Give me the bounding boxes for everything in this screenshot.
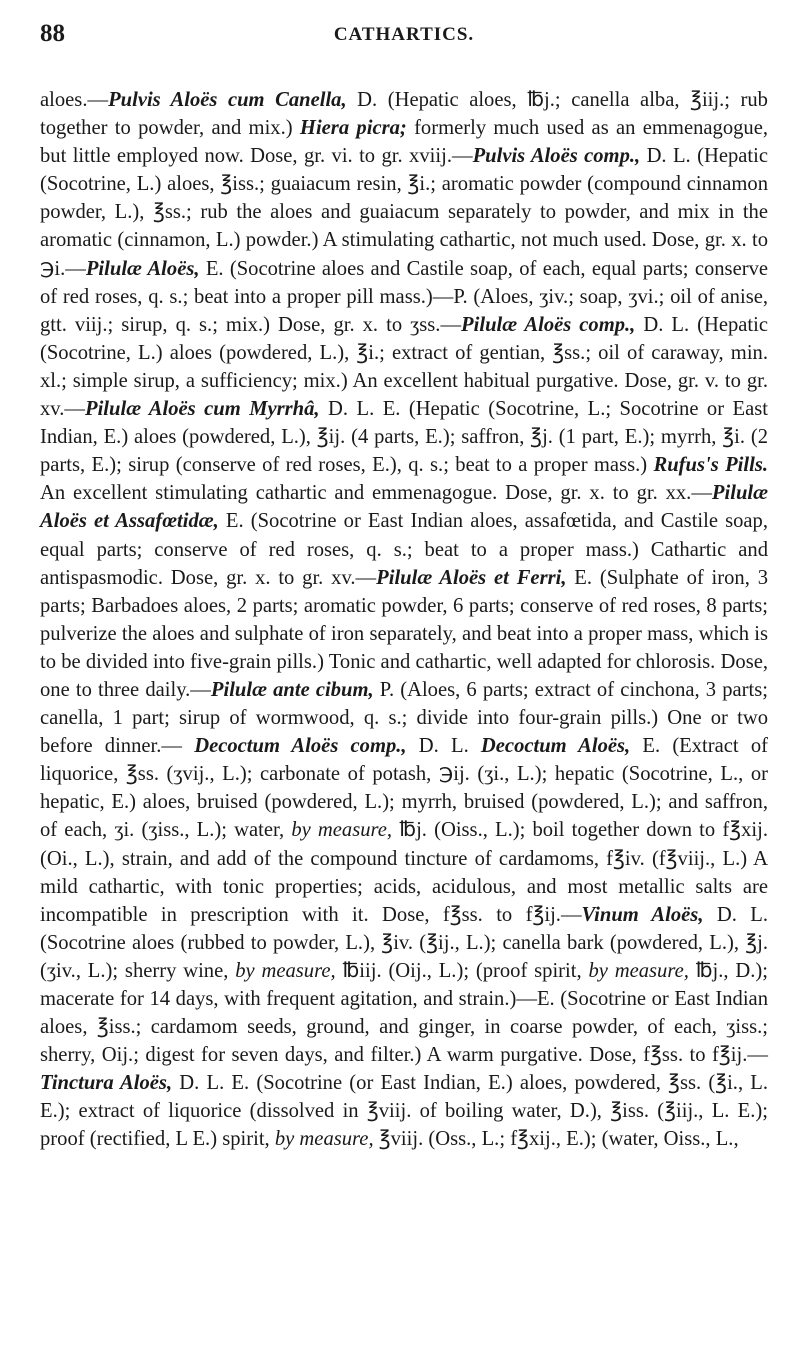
formula-name: Pulvis Aloës cum Canella, xyxy=(108,89,347,111)
italic-phrase: by measure, xyxy=(291,819,393,842)
italic-phrase: by measure, xyxy=(235,959,336,982)
body-text-run: D. L. E. (Socotrine (or East Indian, E.) aloes, powdered, ℥ss. (℥i., L. E.); extract of liquorice (dissolved in ℥viij. of boiling water, D.), ℥iss. (℥iij., L. E.); proof (rectified, L E.) spirit, xyxy=(40,1072,769,1151)
formula-name: Pilulæ Aloës et Assafœtidæ, xyxy=(40,482,768,533)
formula-name: Vinum Aloës, xyxy=(581,903,704,926)
body-text-run: D. L. (Socotrine aloes (rubbed to powder, L.), ℥iv. (℥ij., L.); canella bark (powdered, L.), ℥j. (ʒiv., L.); sherry wine, xyxy=(40,903,769,982)
formula-name: Decoctum Aloës, xyxy=(480,735,631,758)
body-text-run: An excellent stimulating cathartic and emmenagogue. Dose, gr. x. to gr. xx.— xyxy=(40,482,712,505)
running-title: CATHARTICS. xyxy=(333,24,475,45)
body-text-run: E. (Sulphate of iron, 3 parts; Barbadoes aloes, 2 parts; aromatic powder, 6 parts; conserve of red roses, 8 parts; pulverize the aloes and sulphate of iron separately, and beat into a proper mass, which is to be divided into five-grain pills.) Tonic and cathartic, well adapted for chlorosis. Dose, one to three daily.— xyxy=(40,566,768,701)
running-head xyxy=(40,20,768,60)
formula-name: Rufus's Pills. xyxy=(653,454,768,477)
body-text-run: D. L. (Hepatic (Socotrine, L.) aloes, ℥iss.; guaiacum resin, ℥i.; aromatic powder (compound cinnamon powder, L.), ℥ss.; rub the aloes and guaiacum separately to powder, and mix in the aromatic (cinnamon, L.) powder.) A stimulating cathartic, not much used. Dose, gr. x. to ℈i.— xyxy=(40,145,768,280)
body-text-run: ℔j., D.); macerate for 14 days, with frequent agitation, and strain.)—E. (Socotrine or East Indian aloes, ℥iss.; cardamom seeds, ground, and ginger, in coarse powder, of each, ʒiss.; sherry, Oij.; digest for seven days, and filter.) A warm purgative. Dose, f℥ss. to f℥ij.— xyxy=(40,959,768,1067)
italic-phrase: by measure, xyxy=(274,1128,374,1151)
body-text-run: D. L. (Hepatic (Socotrine, L.) aloes (powdered, L.), ℥i.; extract of gentian, ℥ss.; oil of caraway, min. xl.; simple sirup, a sufficiency; mix.) An excellent habitual purgative. Dose, gr. v. to gr. xv.— xyxy=(40,313,769,421)
body-text-run: D. L. E. (Hepatic (Socotrine, L.; Socotrine or East Indian, E.) aloes (powdered, L.), ℥ij. (4 parts, E.); saffron, ℥j. (1 part, E.); myrrh, ℥i. (2 parts, E.); sirup (conserve of red roses, E.), q. s.; beat to a proper mass.) xyxy=(40,398,769,477)
book-page xyxy=(40,20,768,1154)
italic-phrase: by measure, xyxy=(588,959,689,982)
formula-name: Pilulæ Aloës et Ferri, xyxy=(376,566,567,589)
formula-name: Decoctum Aloës comp., xyxy=(194,735,407,758)
body-text-run: aloes.— xyxy=(40,89,109,111)
formula-name: Pilulæ Aloës, xyxy=(85,257,200,280)
body-text-run: P. (Aloes, 6 parts; extract of cinchona, 3 parts; canella, 1 part; sirup of wormwood, q. s.; divide into four-grain pills.) One or two before dinner.— xyxy=(40,678,768,758)
body-text-run: D. L. xyxy=(406,735,481,758)
formula-name: Pilulæ Aloës comp., xyxy=(461,313,636,336)
formula-name: Pilulæ Aloës cum Myrrhâ, xyxy=(85,398,320,421)
formula-name: Pulvis Aloës comp., xyxy=(472,145,641,168)
body-text-run: E. (Extract of liquorice, ℥ss. (ʒvij., L.); carbonate of potash, ℈ij. (ʒi., L.); hepatic (Socotrine, L., or hepatic, E.) aloes, bruised (powdered, L.); myrrh, bruised (powdered, L.); and saffron, of each, ʒi. (ʒiss., L.); water, xyxy=(40,735,768,842)
body-text-run: ℔j. (Oiss., L.); boil together down to f℥xij. (Oi., L.), strain, and add of the compound tincture of cardamoms, f℥iv. (f℥viij., L.) A mild cathartic, with tonic properties; acids, acidulous, and most metallic salts are incompatible in prescription with it. Dose, f℥ss. to f℥ij.— xyxy=(40,819,768,926)
body-paragraph xyxy=(40,86,768,1154)
formula-name: Tinctura Aloës, xyxy=(40,1072,173,1095)
body-text-run: E. (Socotrine or East Indian aloes, assafœtida, and Castile soap, equal parts; conserve of red roses, q. s.; beat to a proper mass.) Cathartic and antispasmodic. Dose, gr. x. to gr. xv.— xyxy=(40,510,769,589)
body-text-run: D. (Hepatic aloes, ℔j.; canella alba, ℥iij.; rub together to powder, and mix.) xyxy=(40,89,768,140)
body-text-run: ℔iij. (Oij., L.); (proof spirit, xyxy=(335,959,589,982)
formula-name: Hiera picra; xyxy=(299,117,407,140)
body-text-run: E. (Socotrine aloes and Castile soap, of each, equal parts; conserve of red roses, q. s.; beat into a proper pill mass.)—P. (Aloes, ʒiv.; soap, ʒvi.; oil of anise, gtt. viij.; sirup, q. s.; mix.) Dose, gr. x. to ʒss.— xyxy=(40,257,769,336)
body-text-run: ℥viij. (Oss., L.; f℥xij., E.); (water, Oiss., L., xyxy=(373,1128,739,1151)
body-text-run: formerly much used as an emmenagogue, but little employed now. Dose, gr. vi. to gr. xviij.— xyxy=(40,117,769,168)
page-number: 88 xyxy=(40,20,65,47)
formula-name: Pilulæ ante cibum, xyxy=(210,678,374,701)
